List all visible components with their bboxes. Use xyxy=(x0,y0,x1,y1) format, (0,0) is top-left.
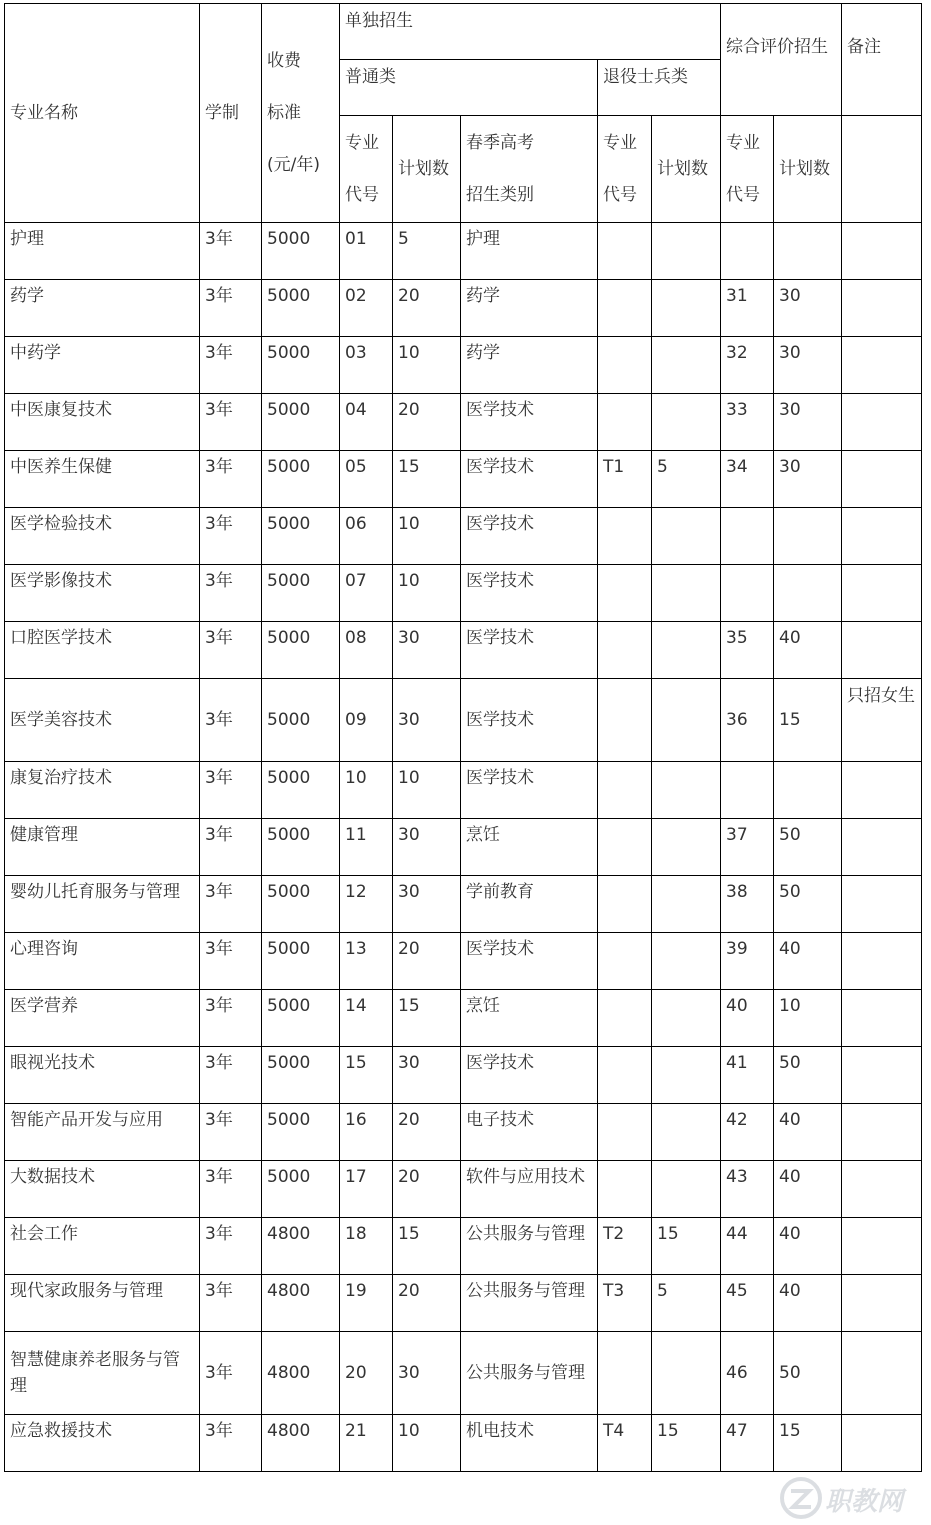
cell-major-name: 医学营养 xyxy=(5,990,200,1047)
cell-general-code: 10 xyxy=(340,762,393,819)
cell-duration: 3年 xyxy=(200,451,262,508)
cell-general-plan: 30 xyxy=(393,1332,461,1415)
cell-veteran-plan xyxy=(652,565,721,622)
cell-veteran-plan xyxy=(652,679,721,762)
cell-general-code: 06 xyxy=(340,508,393,565)
cell-remark xyxy=(842,451,922,508)
cell-remark xyxy=(842,622,922,679)
table-row xyxy=(5,1332,922,1415)
table-row xyxy=(5,1047,922,1104)
header-fee: 收费 标准 (元/年) xyxy=(262,4,340,223)
cell-veteran-code: T2 xyxy=(598,1218,652,1275)
cell-veteran-plan xyxy=(652,1332,721,1415)
cell-comprehensive-plan: 50 xyxy=(774,819,842,876)
cell-duration: 3年 xyxy=(200,1415,262,1472)
cell-remark xyxy=(842,1047,922,1104)
cell-comprehensive-code: 38 xyxy=(721,876,774,933)
cell-duration: 3年 xyxy=(200,508,262,565)
cell-veteran-code xyxy=(598,508,652,565)
header-general-code: 专业 代号 xyxy=(340,116,393,223)
cell-category: 学前教育 xyxy=(461,876,598,933)
cell-comprehensive-code: 47 xyxy=(721,1415,774,1472)
cell-major-name: 药学 xyxy=(5,280,200,337)
cell-remark xyxy=(842,394,922,451)
cell-veteran-plan xyxy=(652,933,721,990)
cell-general-plan: 15 xyxy=(393,451,461,508)
cell-veteran-plan xyxy=(652,1047,721,1104)
cell-general-plan: 20 xyxy=(393,1161,461,1218)
cell-comprehensive-plan xyxy=(774,223,842,280)
header-comprehensive-enrollment: 综合评价招生 xyxy=(721,4,842,116)
cell-veteran-code xyxy=(598,337,652,394)
cell-veteran-plan: 15 xyxy=(652,1415,721,1472)
cell-veteran-code: T1 xyxy=(598,451,652,508)
cell-major-name: 中药学 xyxy=(5,337,200,394)
cell-duration: 3年 xyxy=(200,679,262,762)
cell-category: 烹饪 xyxy=(461,819,598,876)
cell-comprehensive-plan: 50 xyxy=(774,1332,842,1415)
cell-comprehensive-plan: 50 xyxy=(774,1047,842,1104)
cell-fee: 5000 xyxy=(262,762,340,819)
table-row xyxy=(5,508,922,565)
header-remark: 备注 xyxy=(842,4,922,116)
table-row xyxy=(5,762,922,819)
cell-veteran-plan xyxy=(652,876,721,933)
table-row xyxy=(5,1161,922,1218)
table-row xyxy=(5,933,922,990)
cell-general-plan: 20 xyxy=(393,933,461,990)
cell-remark xyxy=(842,565,922,622)
header-general-plan: 计划数 xyxy=(393,116,461,223)
cell-veteran-code: T3 xyxy=(598,1275,652,1332)
cell-fee: 4800 xyxy=(262,1275,340,1332)
cell-veteran-plan xyxy=(652,762,721,819)
cell-comprehensive-plan: 40 xyxy=(774,1161,842,1218)
cell-comprehensive-plan xyxy=(774,565,842,622)
cell-veteran-code xyxy=(598,819,652,876)
cell-major-name: 智慧健康养老服务与管理 xyxy=(5,1332,200,1415)
cell-veteran-plan xyxy=(652,394,721,451)
cell-duration: 3年 xyxy=(200,933,262,990)
cell-duration: 3年 xyxy=(200,819,262,876)
cell-category: 烹饪 xyxy=(461,990,598,1047)
cell-fee: 5000 xyxy=(262,876,340,933)
cell-general-code: 05 xyxy=(340,451,393,508)
table-row xyxy=(5,679,922,762)
cell-comprehensive-plan xyxy=(774,762,842,819)
cell-category: 电子技术 xyxy=(461,1104,598,1161)
cell-veteran-plan xyxy=(652,622,721,679)
cell-category: 医学技术 xyxy=(461,622,598,679)
cell-duration: 3年 xyxy=(200,565,262,622)
cell-remark xyxy=(842,1415,922,1472)
cell-comprehensive-plan: 15 xyxy=(774,1415,842,1472)
cell-duration: 3年 xyxy=(200,1218,262,1275)
cell-remark xyxy=(842,1275,922,1332)
header-duration: 学制 xyxy=(200,4,262,223)
cell-fee: 4800 xyxy=(262,1332,340,1415)
cell-general-code: 01 xyxy=(340,223,393,280)
cell-comprehensive-code: 45 xyxy=(721,1275,774,1332)
cell-general-code: 02 xyxy=(340,280,393,337)
cell-comprehensive-code xyxy=(721,762,774,819)
cell-major-name: 医学检验技术 xyxy=(5,508,200,565)
cell-general-code: 15 xyxy=(340,1047,393,1104)
cell-general-plan: 5 xyxy=(393,223,461,280)
cell-veteran-code xyxy=(598,1104,652,1161)
cell-fee: 5000 xyxy=(262,451,340,508)
table-row xyxy=(5,223,922,280)
cell-general-code: 11 xyxy=(340,819,393,876)
cell-veteran-plan xyxy=(652,990,721,1047)
cell-general-plan: 10 xyxy=(393,565,461,622)
cell-remark xyxy=(842,223,922,280)
cell-veteran-plan xyxy=(652,1161,721,1218)
cell-veteran-code xyxy=(598,223,652,280)
cell-duration: 3年 xyxy=(200,1161,262,1218)
table-row xyxy=(5,622,922,679)
cell-duration: 3年 xyxy=(200,1104,262,1161)
cell-duration: 3年 xyxy=(200,1332,262,1415)
cell-general-plan: 15 xyxy=(393,1218,461,1275)
cell-remark xyxy=(842,1218,922,1275)
cell-comprehensive-code: 44 xyxy=(721,1218,774,1275)
cell-comprehensive-code: 42 xyxy=(721,1104,774,1161)
cell-veteran-code xyxy=(598,762,652,819)
header-comprehensive-plan: 计划数 xyxy=(774,116,842,223)
cell-general-code: 14 xyxy=(340,990,393,1047)
cell-category: 医学技术 xyxy=(461,762,598,819)
cell-major-name: 中医康复技术 xyxy=(5,394,200,451)
cell-comprehensive-plan xyxy=(774,508,842,565)
header-veteran-code: 专业 代号 xyxy=(598,116,652,223)
cell-comprehensive-code xyxy=(721,508,774,565)
cell-category: 医学技术 xyxy=(461,508,598,565)
table-row xyxy=(5,451,922,508)
cell-comprehensive-code: 36 xyxy=(721,679,774,762)
cell-comprehensive-plan: 10 xyxy=(774,990,842,1047)
cell-fee: 5000 xyxy=(262,819,340,876)
cell-major-name: 大数据技术 xyxy=(5,1161,200,1218)
cell-veteran-code xyxy=(598,679,652,762)
table-row xyxy=(5,876,922,933)
table-row xyxy=(5,280,922,337)
cell-comprehensive-plan: 40 xyxy=(774,1218,842,1275)
cell-general-plan: 10 xyxy=(393,337,461,394)
cell-veteran-code: T4 xyxy=(598,1415,652,1472)
cell-remark xyxy=(842,990,922,1047)
watermark-text: 职教网 xyxy=(825,1487,904,1517)
cell-general-code: 03 xyxy=(340,337,393,394)
cell-veteran-plan: 5 xyxy=(652,1275,721,1332)
cell-remark xyxy=(842,280,922,337)
cell-fee: 5000 xyxy=(262,565,340,622)
header-solo-enrollment: 单独招生 xyxy=(340,4,721,60)
cell-duration: 3年 xyxy=(200,1275,262,1332)
cell-major-name: 社会工作 xyxy=(5,1218,200,1275)
cell-general-code: 16 xyxy=(340,1104,393,1161)
cell-category: 药学 xyxy=(461,337,598,394)
cell-comprehensive-code: 41 xyxy=(721,1047,774,1104)
cell-veteran-code xyxy=(598,990,652,1047)
enrollment-plan-table xyxy=(4,3,922,1472)
cell-general-plan: 10 xyxy=(393,508,461,565)
cell-major-name: 康复治疗技术 xyxy=(5,762,200,819)
cell-comprehensive-plan: 40 xyxy=(774,622,842,679)
cell-remark xyxy=(842,933,922,990)
cell-comprehensive-code: 39 xyxy=(721,933,774,990)
cell-comprehensive-code: 37 xyxy=(721,819,774,876)
cell-major-name: 眼视光技术 xyxy=(5,1047,200,1104)
site-watermark-logo xyxy=(779,1473,929,1523)
cell-remark xyxy=(842,876,922,933)
cell-veteran-plan xyxy=(652,280,721,337)
cell-general-plan: 10 xyxy=(393,1415,461,1472)
header-remark-blank xyxy=(842,116,922,223)
cell-comprehensive-code: 46 xyxy=(721,1332,774,1415)
cell-fee: 5000 xyxy=(262,508,340,565)
cell-comprehensive-code: 43 xyxy=(721,1161,774,1218)
cell-category: 医学技术 xyxy=(461,679,598,762)
cell-veteran-code xyxy=(598,565,652,622)
cell-general-plan: 20 xyxy=(393,1275,461,1332)
cell-veteran-code xyxy=(598,1047,652,1104)
cell-general-code: 20 xyxy=(340,1332,393,1415)
cell-general-plan: 10 xyxy=(393,762,461,819)
table-row xyxy=(5,1275,922,1332)
cell-major-name: 医学美容技术 xyxy=(5,679,200,762)
cell-general-code: 04 xyxy=(340,394,393,451)
table-row xyxy=(5,819,922,876)
cell-remark xyxy=(842,508,922,565)
cell-comprehensive-code: 35 xyxy=(721,622,774,679)
cell-general-code: 18 xyxy=(340,1218,393,1275)
cell-category: 医学技术 xyxy=(461,1047,598,1104)
table-row xyxy=(5,1415,922,1472)
cell-comprehensive-plan: 30 xyxy=(774,337,842,394)
cell-major-name: 医学影像技术 xyxy=(5,565,200,622)
cell-fee: 5000 xyxy=(262,933,340,990)
cell-veteran-code xyxy=(598,394,652,451)
cell-veteran-plan xyxy=(652,337,721,394)
table-row xyxy=(5,1104,922,1161)
header-category: 春季高考 招生类别 xyxy=(461,116,598,223)
cell-fee: 5000 xyxy=(262,679,340,762)
cell-category: 软件与应用技术 xyxy=(461,1161,598,1218)
cell-category: 医学技术 xyxy=(461,933,598,990)
cell-comprehensive-code: 31 xyxy=(721,280,774,337)
cell-major-name: 心理咨询 xyxy=(5,933,200,990)
cell-fee: 5000 xyxy=(262,1047,340,1104)
cell-remark xyxy=(842,762,922,819)
cell-category: 护理 xyxy=(461,223,598,280)
cell-duration: 3年 xyxy=(200,337,262,394)
table-row xyxy=(5,565,922,622)
cell-general-plan: 30 xyxy=(393,819,461,876)
cell-category: 药学 xyxy=(461,280,598,337)
header-major-name: 专业名称 xyxy=(5,4,200,223)
cell-fee: 5000 xyxy=(262,622,340,679)
cell-fee: 5000 xyxy=(262,337,340,394)
cell-duration: 3年 xyxy=(200,876,262,933)
cell-category: 医学技术 xyxy=(461,394,598,451)
cell-veteran-code xyxy=(598,933,652,990)
cell-general-plan: 30 xyxy=(393,876,461,933)
cell-general-code: 13 xyxy=(340,933,393,990)
cell-veteran-code xyxy=(598,622,652,679)
header-veteran: 退役士兵类 xyxy=(598,60,721,116)
cell-general-plan: 20 xyxy=(393,280,461,337)
cell-major-name: 婴幼儿托育服务与管理 xyxy=(5,876,200,933)
cell-general-code: 21 xyxy=(340,1415,393,1472)
cell-category: 医学技术 xyxy=(461,451,598,508)
cell-veteran-code xyxy=(598,876,652,933)
cell-major-name: 护理 xyxy=(5,223,200,280)
cell-comprehensive-code xyxy=(721,223,774,280)
cell-veteran-plan: 15 xyxy=(652,1218,721,1275)
table-row xyxy=(5,990,922,1047)
cell-comprehensive-code: 40 xyxy=(721,990,774,1047)
cell-comprehensive-plan: 40 xyxy=(774,1275,842,1332)
cell-veteran-plan: 5 xyxy=(652,451,721,508)
cell-general-code: 08 xyxy=(340,622,393,679)
cell-remark xyxy=(842,819,922,876)
cell-veteran-plan xyxy=(652,1104,721,1161)
cell-general-plan: 30 xyxy=(393,622,461,679)
cell-veteran-plan xyxy=(652,508,721,565)
cell-duration: 3年 xyxy=(200,394,262,451)
cell-duration: 3年 xyxy=(200,223,262,280)
header-veteran-plan: 计划数 xyxy=(652,116,721,223)
cell-general-plan: 30 xyxy=(393,679,461,762)
cell-duration: 3年 xyxy=(200,280,262,337)
cell-category: 医学技术 xyxy=(461,565,598,622)
cell-comprehensive-plan: 30 xyxy=(774,394,842,451)
cell-comprehensive-plan: 30 xyxy=(774,280,842,337)
cell-general-code: 12 xyxy=(340,876,393,933)
cell-remark: 只招女生 xyxy=(842,679,922,762)
cell-general-plan: 15 xyxy=(393,990,461,1047)
cell-duration: 3年 xyxy=(200,990,262,1047)
cell-major-name: 口腔医学技术 xyxy=(5,622,200,679)
cell-general-plan: 30 xyxy=(393,1047,461,1104)
cell-fee: 4800 xyxy=(262,1218,340,1275)
cell-veteran-plan xyxy=(652,819,721,876)
cell-comprehensive-plan: 40 xyxy=(774,1104,842,1161)
cell-comprehensive-code: 33 xyxy=(721,394,774,451)
cell-duration: 3年 xyxy=(200,622,262,679)
cell-duration: 3年 xyxy=(200,1047,262,1104)
cell-fee: 5000 xyxy=(262,1104,340,1161)
cell-remark xyxy=(842,1332,922,1415)
cell-comprehensive-code xyxy=(721,565,774,622)
cell-major-name: 应急救援技术 xyxy=(5,1415,200,1472)
cell-fee: 5000 xyxy=(262,1161,340,1218)
cell-fee: 4800 xyxy=(262,1415,340,1472)
table-row xyxy=(5,394,922,451)
header-row-1 xyxy=(5,4,922,60)
cell-fee: 5000 xyxy=(262,990,340,1047)
cell-general-code: 07 xyxy=(340,565,393,622)
cell-veteran-code xyxy=(598,280,652,337)
cell-remark xyxy=(842,337,922,394)
cell-comprehensive-plan: 50 xyxy=(774,876,842,933)
cell-comprehensive-code: 34 xyxy=(721,451,774,508)
cell-category: 公共服务与管理 xyxy=(461,1332,598,1415)
cell-general-code: 19 xyxy=(340,1275,393,1332)
table-row xyxy=(5,1218,922,1275)
cell-comprehensive-plan: 40 xyxy=(774,933,842,990)
header-comprehensive-code: 专业 代号 xyxy=(721,116,774,223)
cell-veteran-code xyxy=(598,1332,652,1415)
table-row xyxy=(5,337,922,394)
cell-category: 机电技术 xyxy=(461,1415,598,1472)
cell-major-name: 健康管理 xyxy=(5,819,200,876)
cell-major-name: 中医养生保健 xyxy=(5,451,200,508)
cell-comprehensive-code: 32 xyxy=(721,337,774,394)
cell-general-code: 09 xyxy=(340,679,393,762)
cell-duration: 3年 xyxy=(200,762,262,819)
cell-category: 公共服务与管理 xyxy=(461,1218,598,1275)
cell-general-code: 17 xyxy=(340,1161,393,1218)
header-general: 普通类 xyxy=(340,60,598,116)
cell-remark xyxy=(842,1161,922,1218)
cell-fee: 5000 xyxy=(262,223,340,280)
cell-comprehensive-plan: 15 xyxy=(774,679,842,762)
cell-category: 公共服务与管理 xyxy=(461,1275,598,1332)
cell-major-name: 现代家政服务与管理 xyxy=(5,1275,200,1332)
cell-fee: 5000 xyxy=(262,280,340,337)
cell-comprehensive-plan: 30 xyxy=(774,451,842,508)
cell-veteran-plan xyxy=(652,223,721,280)
cell-fee: 5000 xyxy=(262,394,340,451)
cell-remark xyxy=(842,1104,922,1161)
cell-veteran-code xyxy=(598,1161,652,1218)
cell-major-name: 智能产品开发与应用 xyxy=(5,1104,200,1161)
cell-general-plan: 20 xyxy=(393,394,461,451)
cell-general-plan: 20 xyxy=(393,1104,461,1161)
